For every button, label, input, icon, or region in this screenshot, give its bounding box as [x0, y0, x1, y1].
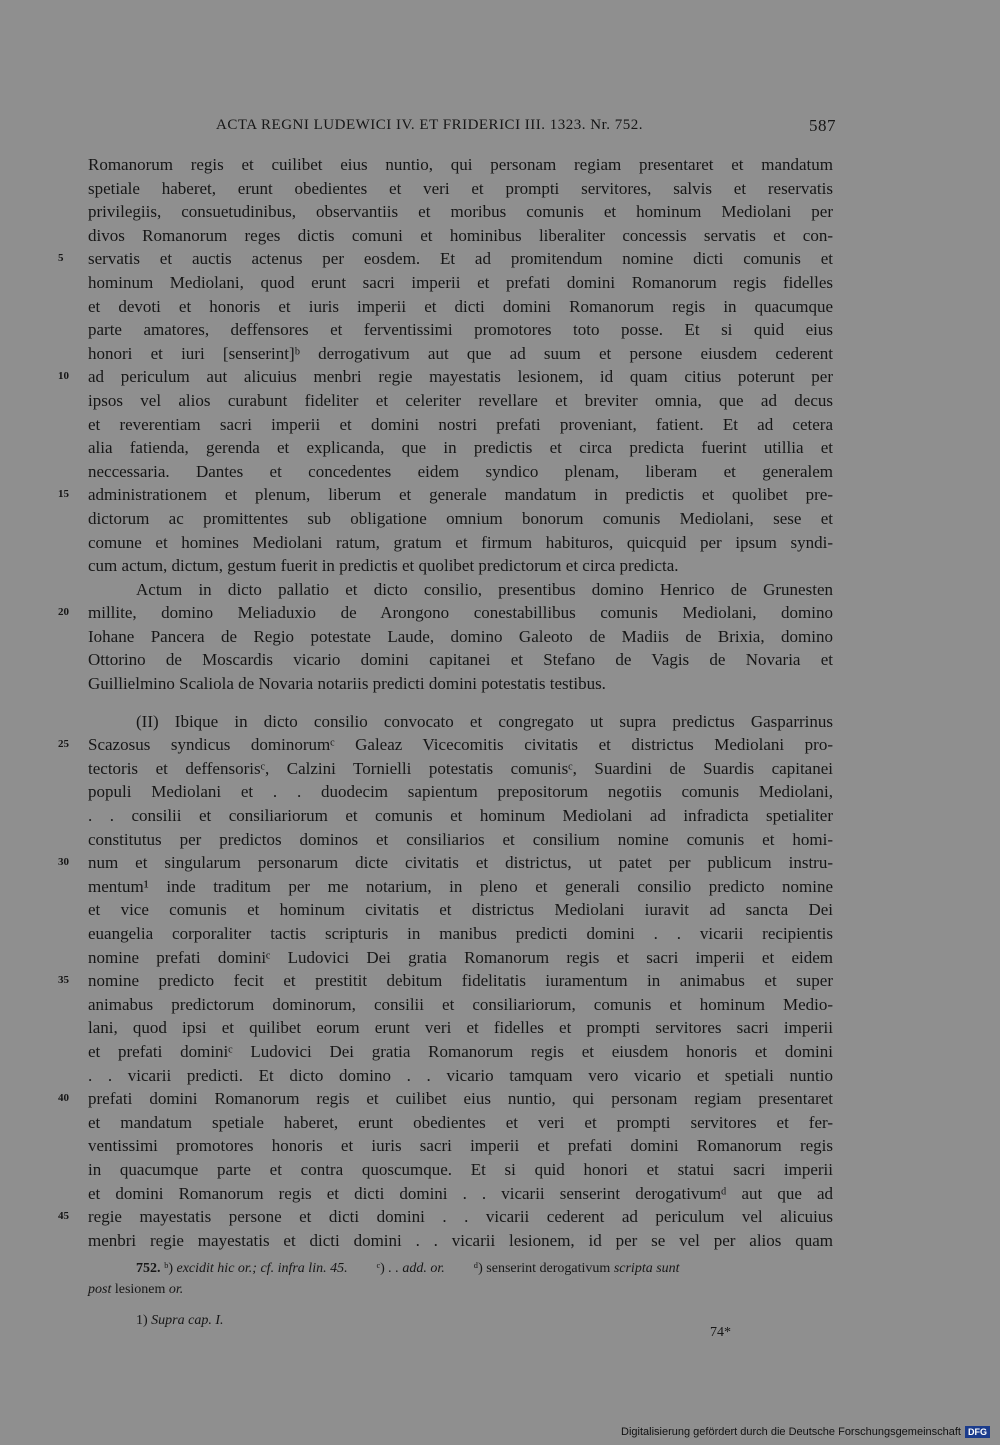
line-text: (II) Ibique in dicto consilio convocato et congregato ut supra predictus Gasparrinus	[136, 711, 833, 731]
running-title: ACTA REGNI LUDEWICI IV. ET FRIDERICI III. 1323. Nr. 752.	[216, 117, 644, 133]
apparatus-c-mark: ᶜ)	[376, 1261, 385, 1276]
line-text: et vice comunis et hominum civitatis et districtus Mediolani iuravit ad sancta Dei	[88, 900, 833, 920]
line-text: et reverentiam sacri imperii et domini nostri prefati proveniant, fatient. Et ad cetera	[88, 414, 833, 434]
apparatus-d-text-3: post	[88, 1282, 112, 1297]
line-text: et mandatum spetiale haberet, erunt obedientes et veri et prompti servitores et fer-	[88, 1112, 833, 1132]
text-line	[88, 757, 833, 781]
apparatus-d-text-5: or.	[168, 1282, 184, 1297]
text-line	[88, 389, 833, 413]
line-number: 40	[58, 1092, 69, 1105]
text-line	[88, 342, 833, 366]
line-text: dictorum ac promittentes sub obligatione omnium bonorum comunis Mediolani, sese et	[88, 508, 833, 528]
credit-line	[621, 1426, 990, 1438]
text-line	[58, 601, 833, 625]
line-text: Iohane Pancera de Regio potestate Laude, domino Galeoto de Madiis de Brixia, domino	[88, 626, 833, 646]
text-line	[88, 436, 833, 460]
text-line	[88, 993, 833, 1017]
text-line	[88, 804, 833, 828]
text-line	[88, 460, 833, 484]
line-text: ad periculum aut alicuius menbri regie mayestatis lesionem, id quam citius poterunt per	[88, 367, 833, 387]
text-line	[88, 1182, 833, 1206]
line-text: Actum in dicto pallatio et dicto consilio, presentibus domino Henrico de Grunesten	[136, 579, 833, 599]
text-line	[88, 828, 833, 852]
line-text: et devoti et honoris et iuris imperii et dicti domini Romanorum regis in quacumque	[88, 296, 833, 316]
line-text: menbri regie mayestatis et dicti domini . . vicarii lesionem, id per se vel per alios quam	[88, 1230, 833, 1250]
line-text: divos Romanorum reges dictis comuni et hominibus liberaliter concessis servatis et con-	[88, 225, 833, 245]
signature-mark: 74*	[710, 1325, 731, 1340]
apparatus-number: 752.	[136, 1261, 161, 1276]
apparatus-d-text-2: scripta sunt	[613, 1261, 680, 1276]
apparatus-b-text: excidit hic or.; cf. infra lin. 45.	[176, 1261, 348, 1276]
text-line	[58, 247, 833, 271]
line-text: constitutus per predictos dominos et consiliarios et consilium nomine comunis et homi-	[88, 829, 833, 849]
apparatus-d-mark: ᵈ)	[473, 1261, 483, 1276]
apparatus-b-mark: ᵇ)	[164, 1261, 173, 1276]
line-text: regie mayestatis persone et dicti domini . . vicarii cederent ad periculum vel alicuius	[88, 1207, 833, 1227]
text-line	[88, 1158, 833, 1182]
text-line	[58, 969, 833, 993]
line-number: 25	[58, 738, 69, 751]
text-line	[88, 318, 833, 342]
text-line	[58, 1087, 833, 1111]
line-text: mentum¹ inde traditum per me notarium, in pleno et generali consilio predicto nomine	[88, 876, 833, 896]
text-line	[88, 898, 833, 922]
text-line	[88, 295, 833, 319]
text-line	[88, 177, 833, 201]
line-text: privilegiis, consuetudinibus, observantiis et moribus comunis et hominum Mediolani per	[88, 202, 833, 222]
text-line	[88, 531, 833, 555]
text-line	[88, 922, 833, 946]
line-text: neccessaria. Dantes et concedentes eidem syndico plenam, liberam et generalem	[88, 461, 833, 481]
line-text: nomine predicto fecit et prestitit debitum fidelitatis iuramentum in animabus et super	[88, 971, 833, 991]
critical-apparatus	[88, 1258, 833, 1279]
line-number: 35	[58, 974, 69, 987]
line-text: euangelia corporaliter tactis scripturis in manibus predicti domini . . vicarii recipientis	[88, 924, 833, 943]
line-text: honori et iuri [senserint]ᵇ derrogativum aut que ad suum et persone eiusdem cederent	[88, 343, 833, 363]
line-text: servatis et auctis actenus per eosdem. Et ad promitendum nomine dicti comunis et	[88, 249, 833, 269]
line-text: cum actum, dictum, gestum fuerit in predictis et quolibet predictorum et circa predicta.	[88, 556, 679, 576]
text-line	[88, 413, 833, 437]
apparatus-d-text-4: lesionem	[114, 1282, 166, 1297]
page-number: 587	[809, 116, 836, 135]
line-number: 45	[58, 1210, 69, 1223]
line-text: ventissimi promotores honoris et iuris sacri imperii et prefati domini Romanorum regis	[88, 1136, 833, 1156]
line-text: millite, domino Meliaduxio de Arongono conestabillibus comunis Mediolani, domino	[88, 603, 833, 623]
line-text: et domini Romanorum regis et dicti domini . . vicarii senserint derogativumᵈ aut que ad	[88, 1183, 833, 1203]
text-line	[88, 946, 833, 970]
text-line	[88, 648, 833, 672]
line-text: hominum Mediolani, quod erunt sacri imperii et prefati domini Romanorum regis fidelles	[88, 272, 833, 292]
line-text: comune et homines Mediolani ratum, gratum et firmum habituros, quicquid per ipsum syndi-	[88, 532, 833, 552]
text-line	[88, 710, 833, 734]
text-line	[88, 625, 833, 649]
line-text: Romanorum regis et cuilibet eius nuntio, qui personam regiam presentaret et mandatum	[88, 155, 833, 174]
text-line	[88, 1064, 833, 1088]
line-text: prefati domini Romanorum regis et cuilibet eius nuntio, qui personam regiam presentaret	[88, 1089, 833, 1109]
line-text: alia fatienda, gerenda et explicanda, que in predictis et circa predicta fuerint utillia et	[88, 438, 833, 458]
text-line	[58, 483, 833, 507]
text-line	[58, 733, 833, 757]
line-number: 15	[58, 488, 69, 501]
line-text: populi Mediolani et . . duodecim sapientum prepositorum negotiis comunis Mediolani,	[88, 782, 833, 802]
footnotes	[88, 1258, 833, 1331]
text-line	[88, 1134, 833, 1158]
line-text: nomine prefati dominiᶜ Ludovici Dei gratia Romanorum regis et sacri imperii et eidem	[88, 947, 833, 967]
text-line	[88, 875, 833, 899]
text-line	[88, 1111, 833, 1135]
line-text: Guillielmino Scaliola de Novaria notariis predicti domini potestatis testibus.	[88, 674, 606, 694]
line-text: administrationem et plenum, liberum et generale mandatum in predictis et quolibet pre-	[88, 485, 833, 505]
line-text: spetiale haberet, erunt obedientes et veri et prompti servitores, salvis et reservatis	[88, 178, 833, 198]
text-line	[88, 780, 833, 804]
text-line	[88, 554, 833, 578]
text-line	[58, 851, 833, 875]
line-text: parte amatores, deffensores et ferventissimi promotores toto posse. Et si quid eius	[88, 320, 833, 340]
main-text	[58, 153, 833, 1252]
text-line	[88, 1040, 833, 1064]
line-text: ipsos vel alios curabunt fideliter et celeriter revellare et breviter omnia, que ad decus	[88, 390, 833, 410]
apparatus-d-text-1: senserint derogativum	[486, 1261, 611, 1276]
line-number: 30	[58, 856, 69, 869]
line-text: lani, quod ipsi et quilibet eorum erunt veri et fidelles et prompti servitores sacri imperii	[88, 1018, 833, 1038]
text-line	[88, 1016, 833, 1040]
line-text: animabus predictorum dominorum, consilii et consiliariorum, comunis et hominum Medio-	[88, 994, 833, 1014]
line-text: Ottorino de Moscardis vicario domini capitanei et Stefano de Vagis de Novaria et	[88, 650, 833, 670]
line-text: num et singularum personarum dicte civitatis et districtus, ut patet per publicum instru-	[88, 853, 833, 873]
line-number: 10	[58, 370, 69, 383]
text-line	[88, 1229, 833, 1253]
credit-text: Digitalisierung gefördert durch die Deutsche Forschungsgemeinschaft	[621, 1426, 961, 1438]
text-line	[88, 224, 833, 248]
line-number: 5	[58, 252, 64, 265]
footnote-1-mark: 1)	[136, 1313, 148, 1328]
critical-apparatus-continued	[88, 1279, 833, 1300]
line-text: . . vicarii predicti. Et dicto domino . . vicario tamquam vero vicario et spetiali nuntio	[88, 1065, 833, 1085]
line-text: tectoris et deffensorisᶜ, Calzini Tornielli potestatis comunisᶜ, Suardini de Suardis capitanei	[88, 758, 833, 778]
line-text: in quacumque parte et contra quoscumque. Et si quid honori et statui sacri imperii	[88, 1159, 833, 1179]
text-line	[88, 271, 833, 295]
running-header	[88, 117, 836, 139]
line-text: Scazosus syndicus dominorumᶜ Galeaz Vicecomitis civitatis et districtus Mediolani pro-	[88, 735, 833, 755]
text-line	[88, 578, 833, 602]
text-line	[58, 365, 833, 389]
line-text: . . consilii et consiliariorum et comunis et hominum Mediolani ad infradicta spetialiter	[88, 806, 833, 826]
text-line	[88, 153, 833, 177]
text-line	[88, 672, 833, 696]
text-line	[88, 507, 833, 531]
apparatus-c-text: . . add. or.	[388, 1261, 445, 1276]
text-line	[88, 200, 833, 224]
text-line	[58, 1205, 833, 1229]
line-number: 20	[58, 606, 69, 619]
line-text: et prefati dominiᶜ Ludovici Dei gratia Romanorum regis et eiusdem honoris et domini	[88, 1041, 833, 1061]
footnote-1-text: Supra cap. I.	[151, 1313, 224, 1328]
dfg-logo: DFG	[965, 1426, 990, 1438]
